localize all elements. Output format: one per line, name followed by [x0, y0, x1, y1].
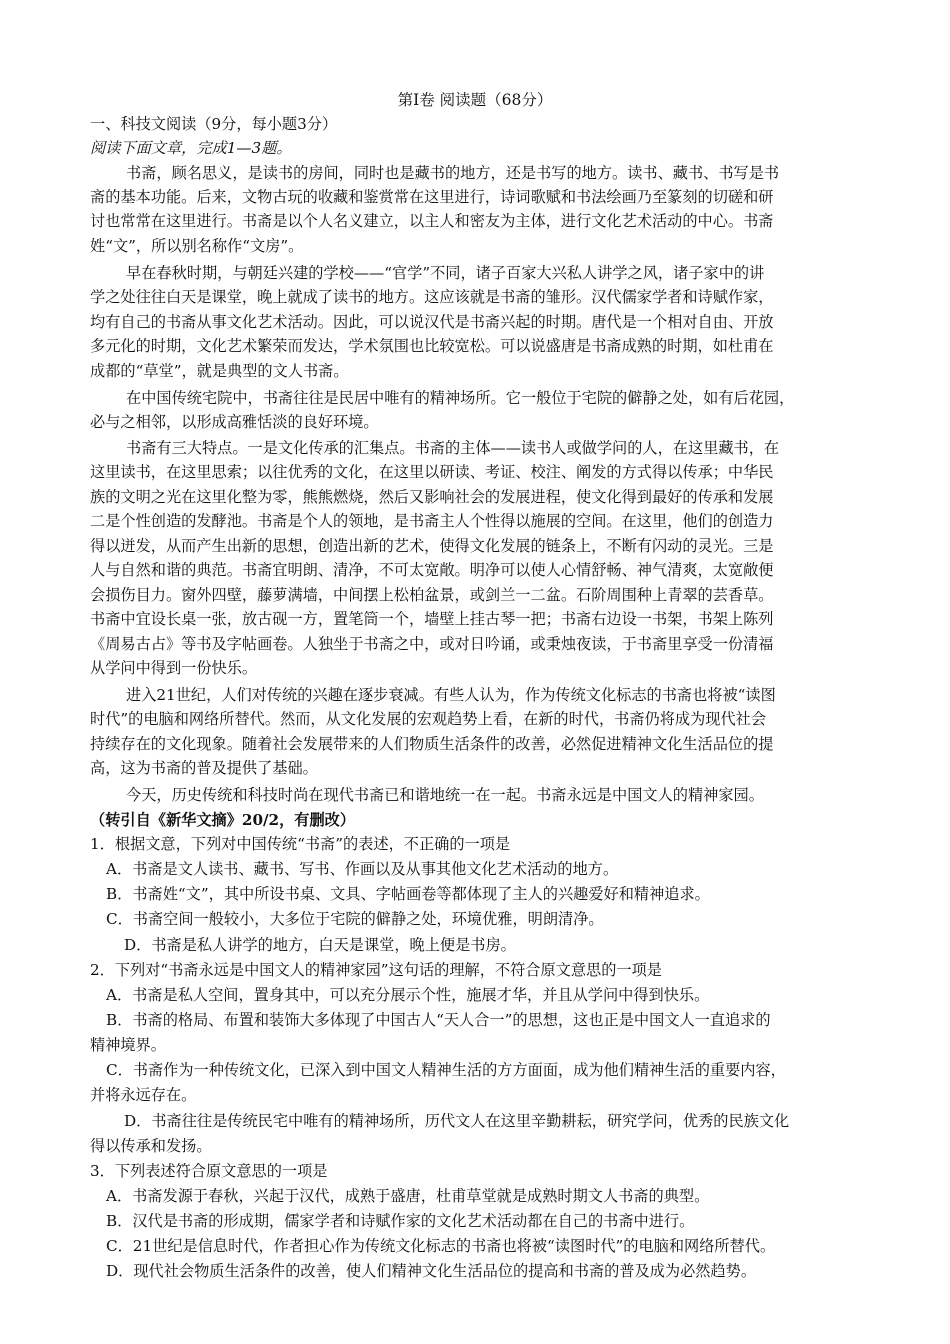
option-a: A．书斋是文人读书、藏书、写书、作画以及从事其他文化艺术活动的地方。 — [106, 860, 619, 878]
option-a: A．书斋发源于春秋，兴起于汉代，成熟于盛唐，杜甫草堂就是成熟时期文人书斋的典型。 — [106, 1187, 710, 1205]
option-d-cont: 得以传承和发扬。 — [90, 1137, 212, 1155]
passage-line: 《周易古占》等书及字帖画卷。人独坐于书斋之中，或对日吟诵，或秉烛夜读，于书斋里享受一份清福 — [90, 635, 774, 653]
passage-line: 早在春秋时期，与朝廷兴建的学校——“官学”不同，诸子百家大兴私人讲学之风，诸子家中的讲 — [126, 264, 765, 282]
passage-line: 多元化的时期，文化艺术繁荣而发达，学术氛围也比较宽松。可以说盛唐是书斋成熟的时期，如杜甫在 — [90, 337, 774, 355]
passage-line: 今天，历史传统和科技时尚在现代书斋已和谐地统一在一起。书斋永远是中国文人的精神家园。 — [126, 786, 764, 804]
passage-line: 在中国传统宅院中，书斋往往是民居中唯有的精神场所。它一般位于宅院的僻静之处，如有后花园， — [126, 389, 795, 407]
passage-line: 学之处往往白天是课堂，晚上就成了读书的地方。这应该就是书斋的雏形。汉代儒家学者和诗赋作家， — [90, 288, 774, 306]
passage-line: 讨也常常在这里进行。书斋是以个人名义建立，以主人和密友为主体，进行文化艺术活动的中心。书斋 — [90, 212, 774, 230]
option-c: C．21世纪是信息时代，作者担心作为传统文化标志的书斋也将被“读图时代”的电脑和网络所替代。 — [106, 1237, 776, 1255]
question-stem: 3．下列表述符合原文意思的一项是 — [90, 1162, 328, 1180]
passage-line: 进入21世纪，人们对传统的兴趣在逐步衰减。有些人认为，作为传统文化标志的书斋也将被“读图 — [126, 686, 776, 704]
option-b-cont: 精神境界。 — [90, 1036, 166, 1054]
passage-line: 书斋中宜设长桌一张，放古砚一方，置笔筒一个，墙壁上挂古琴一把；书斋右边设一书架，书架上陈列 — [90, 610, 774, 628]
option-b: B．书斋姓“文”，其中所设书桌、文具、字帖画卷等都体现了主人的兴趣爱好和精神追求。 — [106, 885, 710, 903]
passage-line: 族的文明之光在这里化整为零，熊熊燃烧，然后又影响社会的发展进程，使文化得到最好的传承和发展 — [90, 488, 774, 506]
question-stem: 2．下列对“书斋永远是中国文人的精神家园”这句话的理解，不符合原文意思的一项是 — [90, 961, 662, 979]
passage-line: 人与自然和谐的典范。书斋宜明朗、清净，不可太宽敞。明净可以使人心情舒畅、神气清爽，太宽敞便 — [90, 561, 774, 579]
section-heading: 一、科技文阅读（9分，每小题3分） — [90, 115, 338, 133]
passage-line: 均有自己的书斋从事文化艺术活动。因此，可以说汉代是书斋兴起的时期。唐代是一个相对自由、开放 — [90, 313, 774, 331]
passage-line: 得以迸发，从而产生出新的思想，创造出新的艺术，使得文化发展的链条上，不断有闪动的灵光。三是 — [90, 537, 774, 555]
passage-line: 姓“文”，所以别名称作“文房”。 — [90, 237, 304, 255]
passage-line: 成都的“草堂”，就是典型的文人书斋。 — [90, 362, 349, 380]
option-c: C．书斋作为一种传统文化，已深入到中国文人精神生活的方方面面，成为他们精神生活的重要内容， — [106, 1061, 786, 1079]
passage-line: 持续存在的文化现象。随着社会发展带来的人们物质生活条件的改善，必然促进精神文化生活品位的提 — [90, 735, 774, 753]
passage-line: 二是个性创造的发酵池。书斋是个人的领地，是书斋主人个性得以施展的空间。在这里，他们的创造力 — [90, 512, 774, 530]
option-b: B．书斋的格局、布置和装饰大多体现了中国古人“天人合一”的思想，这也正是中国文人一直追求的 — [106, 1011, 771, 1029]
passage-line: 斋的基本功能。后来，文物古玩的收藏和鉴赏常在这里进行，诗词歌赋和书法绘画乃至篆刻的切磋和研 — [90, 188, 774, 206]
passage-line: 书斋，顾名思义，是读书的房间，同时也是藏书的地方，还是书写的地方。读书、藏书、书写是书 — [126, 164, 780, 182]
option-d: D．书斋是私人讲学的地方，白天是课堂，晚上便是书房。 — [124, 936, 516, 954]
passage-line: 书斋有三大特点。一是文化传承的汇集点。书斋的主体——读书人或做学问的人，在这里藏书，在 — [126, 439, 780, 457]
option-d: D．书斋往往是传统民宅中唯有的精神场所，历代文人在这里辛勤耕耘，研究学问，优秀的民族文化 — [124, 1112, 790, 1130]
passage-line: 必与之相邻，以形成高雅恬淡的良好环境。 — [90, 413, 379, 431]
exam-title: 第Ⅰ卷 阅读题（68分） — [397, 91, 553, 109]
reading-instruction: 阅读下面文章，完成1—3题。 — [90, 139, 292, 157]
option-c-cont: 并将永远存在。 — [90, 1086, 197, 1104]
option-c: C．书斋空间一般较小，大多位于宅院的僻静之处，环境优雅，明朗清净。 — [106, 910, 604, 928]
option-a: A．书斋是私人空间，置身其中，可以充分展示个性，施展才华，并且从学问中得到快乐。 — [106, 986, 710, 1004]
passage-line: 高，这为书斋的普及提供了基础。 — [90, 759, 318, 777]
passage-source: （转引自《新华文摘》20/2，有删改） — [90, 811, 356, 829]
passage-line: 从学问中得到一份快乐。 — [90, 659, 258, 677]
passage-line: 会损伤目力。窗外四壁，藤萝满墙，中间摆上松柏盆景，或剑兰一二盆。石阶周围种上青翠的芸香草。 — [90, 586, 774, 604]
passage-line: 时代”的电脑和网络所替代。然而，从文化发展的宏观趋势上看，在新的时代，书斋仍将成为现代社会 — [90, 710, 767, 728]
passage-line: 这里读书，在这里思索；以往优秀的文化，在这里以研读、考证、校注、阐发的方式得以传承；中华民 — [90, 463, 774, 481]
option-d: D．现代社会物质生活条件的改善，使人们精神文化生活品位的提高和书斋的普及成为必然趋势。 — [106, 1262, 757, 1280]
question-stem: 1．根据文意，下列对中国传统“书斋”的表述，不正确的一项是 — [90, 835, 511, 853]
option-b: B．汉代是书斋的形成期，儒家学者和诗赋作家的文化艺术活动都在自己的书斋中进行。 — [106, 1212, 695, 1230]
